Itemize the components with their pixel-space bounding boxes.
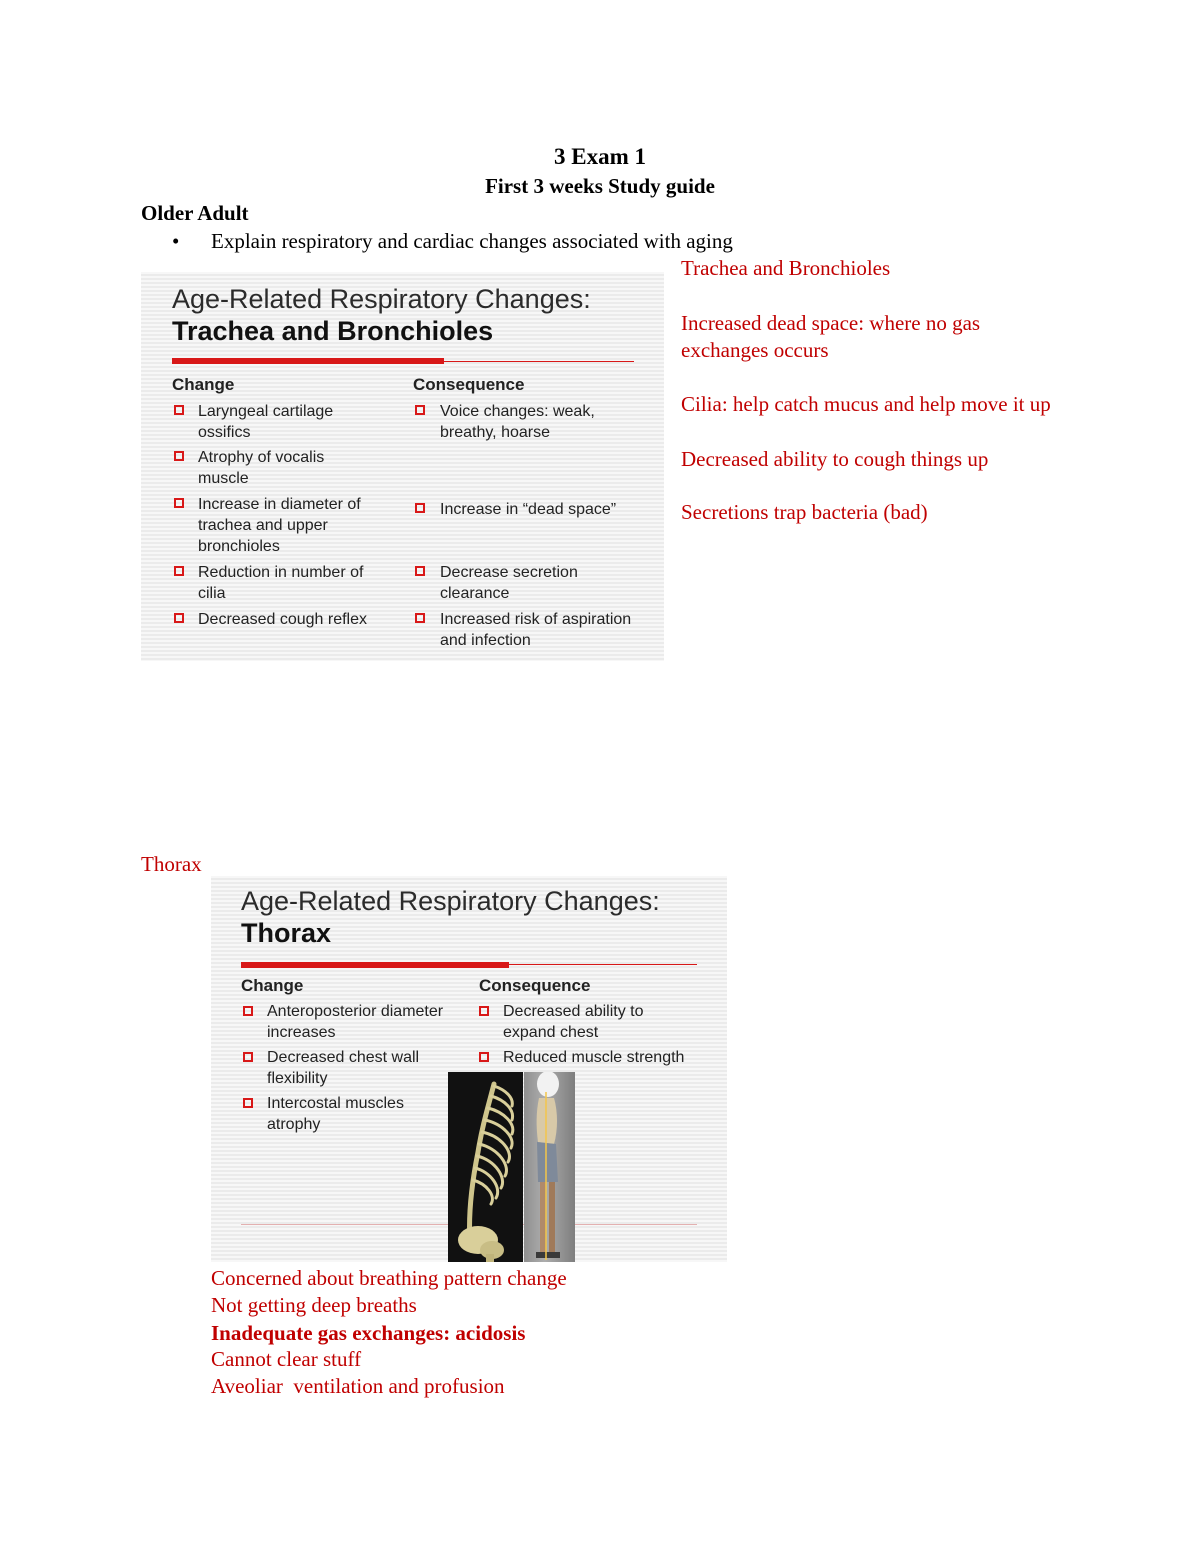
slide-divider-thin [444,361,634,362]
checkbox-icon [415,405,425,415]
checkbox-icon [243,1006,253,1016]
change-item: Decreased cough reflex [198,611,367,628]
document-subtitle: First 3 weeks Study guide [485,174,715,198]
slide-divider-thin [509,964,697,965]
thorax-label: Thorax [141,852,202,876]
consequence-item: Increased risk of aspiration and infection [440,611,632,649]
checkbox-icon [174,451,184,461]
change-item: Intercostal muscles atrophy [267,1095,404,1133]
note-clear-stuff: Cannot clear stuff [211,1347,362,1371]
change-column-header: Change [241,976,304,995]
note-gas-exchange: Inadequate gas exchanges: acidosis [211,1321,526,1345]
consequence-item: Reduced muscle strength [503,1049,685,1066]
note-cough: Decreased ability to cough things up [681,447,989,471]
bullet-text: Explain respiratory and cardiac changes associated with aging [211,229,733,253]
slide-subtitle: Trachea and Bronchioles [172,316,494,346]
consequence-item: Decrease secretion clearance [440,564,578,602]
note-breathing-pattern: Concerned about breathing pattern change [211,1266,567,1290]
checkbox-icon [243,1052,253,1062]
consequence-item: Voice changes: weak, breathy, hoarse [440,403,595,441]
bullet-icon: • [172,229,180,253]
change-item: Anteroposterior diameter increases [267,1003,444,1041]
slide-trachea-bronchioles [141,272,664,661]
checkbox-icon [479,1052,489,1062]
person-silhouette [524,1072,575,1262]
consequence-item: Decreased ability to expand chest [503,1003,644,1041]
document-title: 3 Exam 1 [554,144,646,169]
skeleton-image [448,1072,523,1262]
consequence-item: Increase in “dead space” [440,501,617,518]
slide-subtitle: Thorax [241,918,332,948]
checkbox-icon [415,613,425,623]
consequence-column-header: Consequence [413,375,525,394]
checkbox-icon [479,1006,489,1016]
checkbox-icon [174,498,184,508]
checkbox-icon [174,405,184,415]
section-heading: Older Adult [141,201,249,225]
note-secretions: Secretions trap bacteria (bad) [681,500,928,524]
change-item: Laryngeal cartilage ossifics [198,403,334,441]
ribcage-illustration [448,1072,523,1262]
note-cilia: Cilia: help catch mucus and help move it up [681,392,1051,416]
change-column-header: Change [172,375,235,394]
note-trachea-heading: Trachea and Bronchioles [681,256,891,280]
consequence-column-header: Consequence [479,976,591,995]
change-item: Reduction in number of cilia [198,564,364,602]
slide-divider [241,962,509,968]
note-dead-space: Increased dead space: where no gas exchanges occurs [681,311,981,362]
checkbox-icon [174,566,184,576]
slide-divider [172,358,444,364]
note-ventilation: Aveoliar ventilation and profusion [211,1374,505,1398]
checkbox-icon [243,1098,253,1108]
checkbox-icon [415,566,425,576]
slide-thorax [211,876,727,1262]
slide-title: Age-Related Respiratory Changes: [241,886,660,916]
change-item: Decreased chest wall flexibility [267,1049,420,1087]
change-item: Atrophy of vocalis muscle [198,449,325,487]
note-deep-breaths: Not getting deep breaths [211,1293,417,1317]
slide-title: Age-Related Respiratory Changes: [172,284,591,314]
change-item: Increase in diameter of trachea and upper bronchioles [198,496,361,555]
checkbox-icon [415,503,425,513]
checkbox-icon [174,613,184,623]
posture-photo [524,1072,575,1262]
